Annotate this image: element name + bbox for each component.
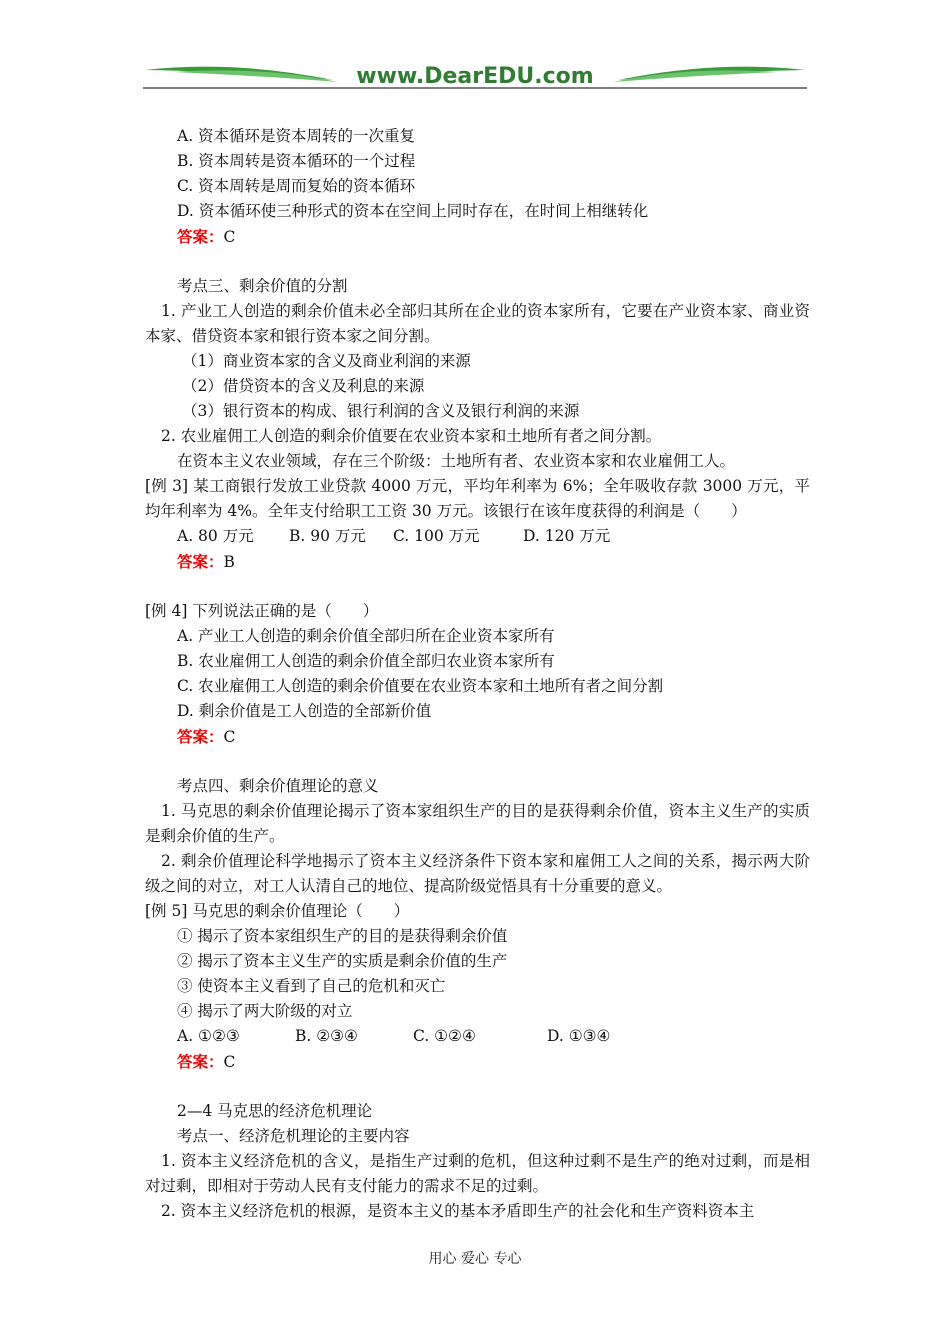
sub-item: （1）商业资本家的含义及商业利润的来源 xyxy=(182,352,471,370)
answer-label: 答案： xyxy=(177,227,224,246)
statement-item: ① 揭示了资本家组织生产的目的是获得剩余价值 xyxy=(177,927,508,945)
answer-value: B xyxy=(223,553,235,571)
paragraph: 1. 资本主义经济危机的含义，是指生产过剩的危机，但这种过剩不是生产的绝对过剩，而是相对过剩，即相对于劳动人民有支付能力的需求不足的过剩。 xyxy=(145,1152,810,1195)
option-d: D. 120 万元 xyxy=(523,527,611,545)
option-d: D. ①③④ xyxy=(547,1027,611,1045)
paragraph: 1. 马克思的剩余价值理论揭示了资本家组织生产的目的是获得剩余价值，资本主义生产的实质是剩余价值的生产。 xyxy=(145,802,810,845)
leaf-banner-icon xyxy=(143,58,807,92)
answer-value: C xyxy=(223,228,236,246)
statement-item: ④ 揭示了两大阶级的对立 xyxy=(177,1002,353,1020)
sub-item: （3）银行资本的构成、银行利润的含义及银行利润的来源 xyxy=(182,402,580,420)
paragraph: 在资本主义农业领域，存在三个阶级：土地所有者、农业资本家和农业雇佣工人。 xyxy=(177,452,736,470)
answer-label: 答案： xyxy=(177,1052,224,1071)
answer-label: 答案： xyxy=(177,727,224,746)
example-stem: [例 4] 下列说法正确的是（ ） xyxy=(145,602,379,620)
answer-value: C xyxy=(223,728,236,746)
option-a: A. 资本循环是资本周转的一次重复 xyxy=(177,127,416,145)
options-row xyxy=(145,1024,810,1049)
paragraph: 2. 资本主义经济危机的根源，是资本主义的基本矛盾即生产的社会化和生产资料资本主 xyxy=(161,1202,755,1220)
answer-value: C xyxy=(223,1053,236,1071)
option-c: C. 100 万元 xyxy=(393,527,480,545)
option-b: B. 农业雇佣工人创造的剩余价值全部归农业资本家所有 xyxy=(177,652,555,670)
paragraph: 2. 农业雇佣工人创造的剩余价值要在农业资本家和土地所有者之间分割。 xyxy=(161,427,662,445)
answer-line xyxy=(145,1049,810,1074)
section-title: 考点四、剩余价值理论的意义 xyxy=(177,777,379,795)
answer-label: 答案： xyxy=(177,552,224,571)
page-footer: 用心 爱心 专心 xyxy=(428,1251,522,1267)
option-b: B. ②③④ xyxy=(295,1027,358,1045)
paragraph: 2. 剩余价值理论科学地揭示了资本主义经济条件下资本家和雇佣工人之间的关系，揭示两大阶级之间的对立，对工人认清自己的地位、提高阶级觉悟具有十分重要的意义。 xyxy=(145,852,810,895)
example-stem: [例 3] 某工商银行发放工业贷款 4000 万元，平均年利率为 6%；全年吸收存款 3000 万元，平均年利率为 4%。全年支付给职工工资 30 万元。该银行在该年度获得的利润是（ ） xyxy=(145,477,810,520)
option-c: C. 农业雇佣工人创造的剩余价值要在农业资本家和土地所有者之间分割 xyxy=(177,677,664,695)
statement-item: ③ 使资本主义看到了自己的危机和灭亡 xyxy=(177,977,446,995)
answer-line xyxy=(145,724,810,749)
option-a: A. ①②③ xyxy=(177,1027,240,1045)
option-c: C. ①②④ xyxy=(413,1027,476,1045)
option-a: A. 80 万元 xyxy=(177,527,254,545)
section-title: 考点三、剩余价值的分割 xyxy=(177,277,348,295)
option-d: D. 资本循环使三种形式的资本在空间上同时存在，在时间上相继转化 xyxy=(177,202,649,220)
answer-line xyxy=(145,224,810,249)
option-b: B. 90 万元 xyxy=(289,527,366,545)
section-title: 考点一、经济危机理论的主要内容 xyxy=(177,1127,410,1145)
chapter-heading: 2—4 马克思的经济危机理论 xyxy=(177,1102,373,1120)
paragraph: 1. 产业工人创造的剩余价值未必全部归其所在企业的资本家所有，它要在产业资本家、商业资本家、借贷资本家和银行资本家之间分割。 xyxy=(145,302,810,345)
option-d: D. 剩余价值是工人创造的全部新价值 xyxy=(177,702,432,720)
option-a: A. 产业工人创造的剩余价值全部归所在企业资本家所有 xyxy=(177,627,555,645)
site-header-logo xyxy=(143,58,807,92)
example-stem: [例 5] 马克思的剩余价值理论（ ） xyxy=(145,902,410,920)
logo-text: www.DearEDU.com xyxy=(356,64,594,89)
options-row xyxy=(145,524,810,549)
document-body xyxy=(145,124,810,1224)
sub-item: （2）借贷资本的含义及利息的来源 xyxy=(182,377,425,395)
option-b: B. 资本周转是资本循环的一个过程 xyxy=(177,152,416,170)
statement-item: ② 揭示了资本主义生产的实质是剩余价值的生产 xyxy=(177,952,508,970)
answer-line xyxy=(145,549,810,574)
option-c: C. 资本周转是周而复始的资本循环 xyxy=(177,177,416,195)
